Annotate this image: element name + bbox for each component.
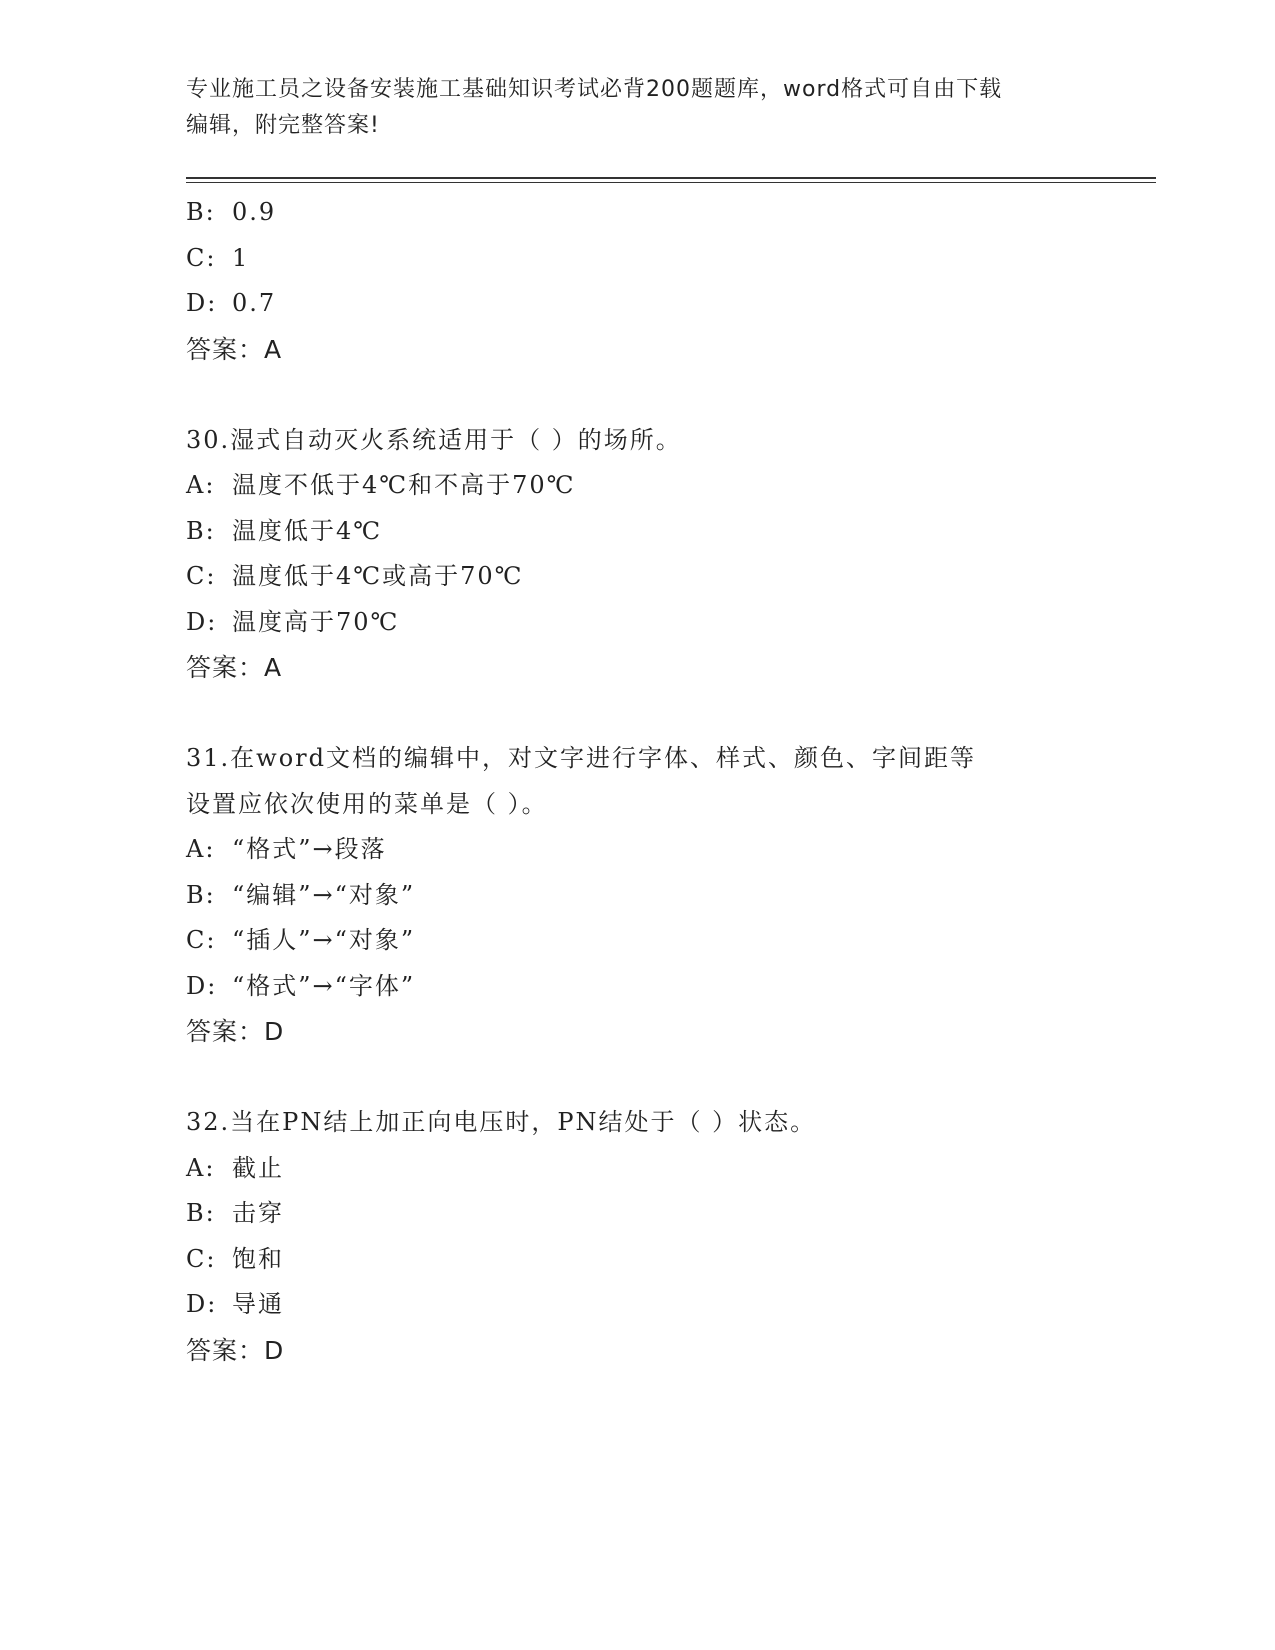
option-text: 0.7 (232, 289, 277, 317)
option-d (186, 600, 1086, 646)
option-key: A: (186, 1153, 216, 1182)
option-key: C: (186, 926, 217, 954)
header-divider-thick (186, 177, 1156, 179)
option-a (186, 827, 1086, 873)
header-title-line-2: 编辑，附完整答案! (186, 113, 380, 138)
option-text: “插人”→“对象” (232, 926, 416, 954)
answer-line: 答案：A (186, 653, 283, 682)
option-text: 击穿 (232, 1199, 284, 1227)
option-text: 温度不低于4℃和不高于70℃ (232, 471, 576, 499)
answer-line: 答案：D (186, 1335, 285, 1365)
option-text: 温度低于4℃ (232, 516, 383, 545)
option-key: D: (186, 289, 218, 317)
document-header (186, 72, 1066, 144)
option-text: “格式”→“字体” (232, 971, 416, 1000)
spacer (186, 1055, 1086, 1101)
question-32-stem: 32.当在PN结上加正向电压时，PN结处于（ ）状态。 (186, 1108, 817, 1136)
answer-line: 答案：D (186, 1017, 285, 1046)
header-title-line-1: 专业施工员之设备安装施工基础知识考试必背200题题库，word格式可自由下载 (186, 77, 1003, 102)
spacer (186, 372, 1086, 418)
option-c (186, 1237, 1086, 1283)
option-text: 导通 (232, 1290, 284, 1318)
header-divider-thin (186, 182, 1156, 183)
option-key: B: (186, 516, 216, 545)
option-text: 截止 (232, 1153, 284, 1182)
option-b (186, 190, 1086, 236)
option-key: A: (186, 835, 216, 863)
option-key: C: (186, 1244, 217, 1273)
option-key: C: (186, 562, 217, 590)
option-key: A: (186, 471, 216, 499)
option-b (186, 873, 1086, 919)
option-c (186, 554, 1086, 600)
option-b (186, 1191, 1086, 1237)
option-key: C: (186, 243, 217, 272)
question-31-stem-line-2: 设置应依次使用的菜单是（ ）。 (186, 789, 548, 818)
option-text: 温度高于70℃ (232, 607, 400, 636)
option-d (186, 964, 1086, 1010)
option-c (186, 918, 1086, 964)
option-d (186, 1282, 1086, 1328)
answer-line: 答案：A (186, 334, 283, 364)
option-text: 0.9 (232, 198, 277, 226)
question-content (186, 190, 1086, 1373)
option-b (186, 509, 1086, 555)
option-text: 饱和 (232, 1244, 284, 1273)
option-text: “格式”→段落 (232, 835, 387, 863)
question-31-stem-line-1: 31.在word文档的编辑中，对文字进行字体、样式、颜色、字间距等 (186, 744, 976, 772)
option-key: D: (186, 1290, 218, 1318)
option-text: “编辑”→“对象” (232, 880, 416, 909)
option-key: B: (186, 198, 216, 226)
option-key: D: (186, 607, 218, 636)
option-d (186, 281, 1086, 327)
option-a (186, 1146, 1086, 1192)
option-key: D: (186, 971, 218, 1000)
option-key: B: (186, 1199, 216, 1227)
question-30-stem: 30.湿式自动灭火系统适用于（ ）的场所。 (186, 425, 682, 454)
option-a (186, 463, 1086, 509)
spacer (186, 691, 1086, 737)
option-text: 1 (232, 243, 250, 272)
option-key: B: (186, 880, 216, 909)
option-text: 温度低于4℃或高于70℃ (232, 562, 524, 590)
option-c (186, 236, 1086, 282)
